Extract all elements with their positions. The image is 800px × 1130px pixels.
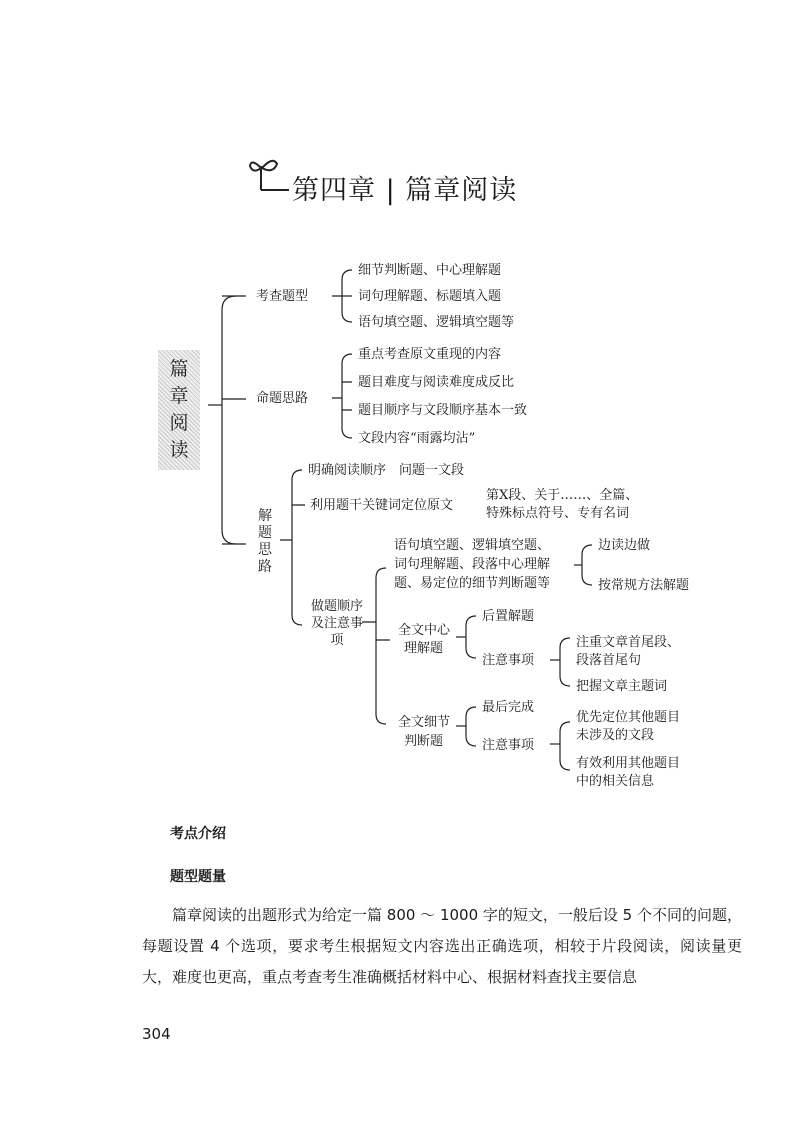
exam-type-item: 细节判断题、中心理解题 bbox=[358, 263, 502, 278]
solving-item-order-notes: 做题顺序及注意事项 bbox=[310, 599, 363, 648]
group2-note: 注重文章首尾段、 bbox=[576, 635, 681, 650]
exam-type-item: 语句填空题、逻辑填空题等 bbox=[358, 315, 515, 330]
group1-line: 语句填空题、逻辑填空题、 bbox=[394, 538, 551, 553]
group2-second: 注意事项 bbox=[482, 653, 535, 668]
design-item: 题目难度与阅读难度成反比 bbox=[358, 375, 515, 390]
group1-item: 边读边做 bbox=[598, 538, 651, 553]
group1-line: 题、易定位的细节判断题等 bbox=[394, 576, 551, 591]
design-item: 文段内容“雨露均沾” bbox=[358, 431, 476, 446]
group3-note: 未涉及的文段 bbox=[576, 728, 655, 743]
keyword-detail: 特殊标点符号、专有名词 bbox=[486, 506, 630, 521]
mindmap-root: 篇章阅读 bbox=[158, 350, 200, 470]
body-paragraph: 篇章阅读的出题形式为给定一篇 800 ～ 1000 字的短文，一般后设 5 个不同的问题，每题设置 4 个选项，要求考生根据短文内容选出正确选项，相较于片段阅读，阅读量更大，难度也更高，重点考查考生准确概括材料中心、根据材料查找主要信息 bbox=[142, 906, 742, 986]
group2-note: 把握文章主题词 bbox=[576, 679, 668, 694]
branch-solving-approach: 解题思路 bbox=[258, 508, 272, 575]
page-number: 304 bbox=[142, 1025, 171, 1043]
branch-question-design: 命题思路 bbox=[256, 391, 309, 406]
group3-note: 有效利用其他题目 bbox=[576, 756, 681, 771]
solving-item-keyword-locate: 利用题干关键词定位原文 bbox=[310, 498, 454, 513]
section-heading: 考点介绍 bbox=[170, 826, 226, 842]
branch-exam-types: 考查题型 bbox=[256, 289, 309, 304]
group3-label: 判断题 bbox=[404, 734, 444, 749]
group2-first: 后置解题 bbox=[482, 609, 535, 624]
group2-note: 段落首尾句 bbox=[576, 653, 642, 668]
group3-note: 优先定位其他题目 bbox=[576, 710, 681, 725]
group3-first: 最后完成 bbox=[482, 700, 535, 715]
design-item: 题目顺序与文段顺序基本一致 bbox=[358, 403, 528, 418]
group1-item: 按常规方法解题 bbox=[598, 578, 690, 593]
chapter-title: 第四章 | 篇章阅读 bbox=[292, 175, 518, 206]
group3-label: 全文细节 bbox=[398, 715, 451, 730]
sub-heading: 题型题量 bbox=[170, 869, 226, 885]
group3-note: 中的相关信息 bbox=[576, 774, 655, 789]
group1-line: 词句理解题、段落中心理解 bbox=[394, 557, 551, 572]
group2-label: 理解题 bbox=[404, 641, 444, 656]
group3-second: 注意事项 bbox=[482, 738, 535, 753]
solving-item-reading-order: 明确阅读顺序 问题一文段 bbox=[308, 463, 465, 478]
design-item: 重点考查原文重现的内容 bbox=[358, 347, 502, 362]
keyword-detail: 第X段、关于……、全篇、 bbox=[486, 488, 639, 503]
group2-label: 全文中心 bbox=[398, 623, 451, 638]
exam-type-item: 词句理解题、标题填入题 bbox=[358, 289, 502, 304]
